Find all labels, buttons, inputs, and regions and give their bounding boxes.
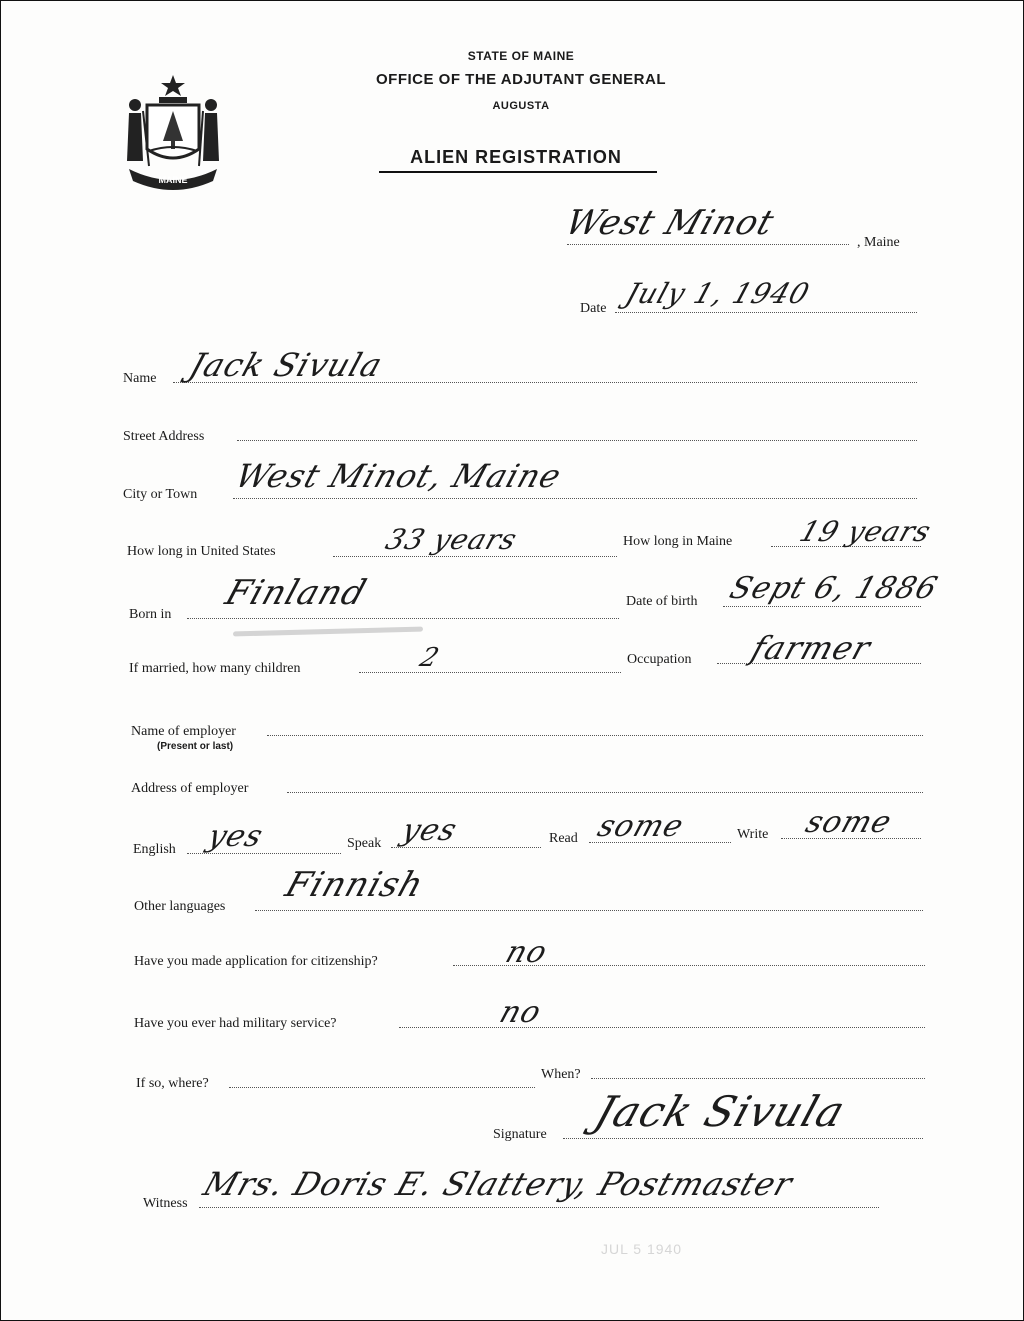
military-line [399, 1027, 925, 1028]
date-line [615, 312, 917, 313]
us-duration-line [333, 556, 617, 557]
employer-address-label: Address of employer [131, 781, 249, 796]
name-label: Name [123, 371, 157, 386]
signature-label: Signature [493, 1127, 547, 1142]
street-line [237, 440, 917, 441]
date-label: Date [580, 301, 607, 316]
other-languages-value: Finnish [280, 865, 429, 905]
english-value: yes [203, 819, 268, 854]
form-title: ALIEN REGISTRATION [410, 147, 622, 167]
witness-value: Mrs. Doris E. Slattery, Postmaster [198, 1165, 798, 1203]
citizenship-label: Have you made application for citizenship? [134, 954, 378, 969]
state-seal-icon [119, 71, 227, 191]
read-value: some [593, 809, 689, 844]
office-heading: OFFICE OF THE ADJUTANT GENERAL [376, 71, 666, 88]
write-value: some [801, 805, 897, 840]
signature-value: Jack Sivula [589, 1087, 852, 1136]
city-label: City or Town [123, 487, 198, 502]
where-line [229, 1087, 535, 1088]
employer-line [267, 735, 923, 736]
street-label: Street Address [123, 429, 205, 444]
title-underline [379, 171, 657, 173]
employer-address-line [287, 792, 923, 793]
name-value: Jack Sivula [184, 346, 388, 384]
children-line [359, 672, 621, 673]
citizenship-value: no [501, 935, 553, 970]
other-languages-label: Other languages [134, 899, 226, 914]
place-suffix: , Maine [857, 235, 900, 250]
speak-label: Speak [347, 836, 382, 851]
occupation-value: farmer [746, 629, 876, 667]
born-in-line [187, 618, 619, 619]
dob-label: Date of birth [626, 594, 698, 609]
place-line [567, 244, 849, 245]
ink-smudge [233, 627, 423, 637]
seal-banner-text: MAINE [158, 175, 188, 185]
received-stamp: JUL 5 1940 [601, 1241, 683, 1257]
city-heading: AUGUSTA [492, 100, 550, 112]
dob-value: Sept 6, 1886 [725, 571, 943, 606]
speak-value: yes [397, 813, 462, 848]
witness-line [199, 1207, 879, 1208]
us-duration-value: 33 years [381, 523, 522, 556]
english-label: English [133, 842, 176, 857]
born-in-value: Finland [220, 573, 372, 613]
born-in-label: Born in [129, 607, 172, 622]
us-duration-label: How long in United States [127, 544, 276, 559]
city-value: West Minot, Maine [230, 457, 567, 495]
military-value: no [495, 995, 547, 1030]
children-label: If married, how many children [129, 661, 301, 676]
city-line [233, 498, 917, 499]
dob-line [723, 606, 921, 607]
witness-label: Witness [143, 1196, 188, 1211]
read-label: Read [549, 831, 578, 846]
when-line [591, 1078, 925, 1079]
signature-line [563, 1138, 923, 1139]
employer-sublabel: (Present or last) [157, 741, 234, 752]
write-label: Write [737, 827, 769, 842]
employer-label: Name of employer [131, 724, 236, 739]
date-value: July 1, 1940 [621, 277, 815, 310]
military-label: Have you ever had military service? [134, 1016, 337, 1031]
occupation-label: Occupation [627, 652, 692, 667]
state-heading: STATE OF MAINE [467, 49, 575, 63]
children-value: 2 [416, 643, 444, 673]
other-languages-line [255, 910, 923, 911]
maine-duration-value: 19 years [795, 515, 936, 548]
maine-duration-label: How long in Maine [623, 534, 733, 549]
place-value: West Minot [560, 203, 780, 243]
where-label: If so, where? [136, 1076, 209, 1091]
when-label: When? [541, 1067, 581, 1082]
